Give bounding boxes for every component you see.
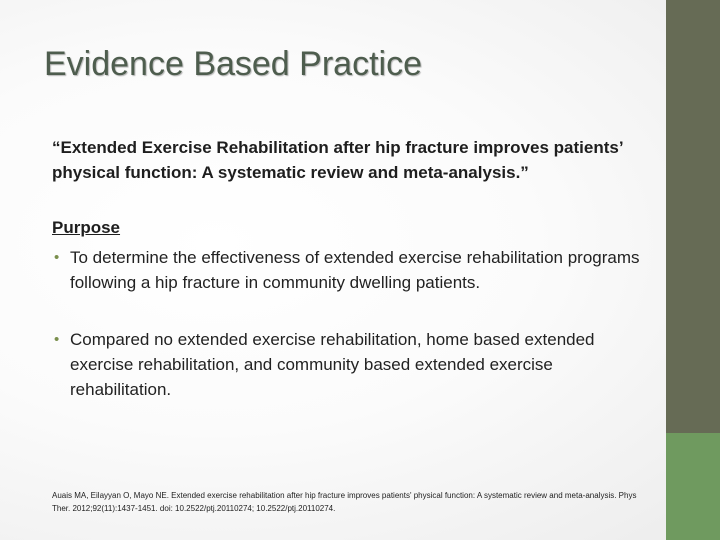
sidebar-accent-block [666,433,720,540]
bullet-item-1 [52,245,642,295]
slide-title: Evidence Based Practice [44,45,422,83]
purpose-heading: Purpose [52,218,121,237]
bullet-text: Compared no extended exercise rehabilitation, home based extended exercise rehabilitation, and community based extended exercise rehabilitation. [70,330,595,399]
article-title: “Extended Exercise Rehabilitation after hip fracture improves patients’ physical function: A systematic review and meta-analysis.” [52,138,623,182]
bullet-dot-icon: • [54,249,60,266]
sidebar-bar [666,0,720,433]
bullet-item-2 [52,327,642,402]
bullet-text: To determine the effectiveness of extended exercise rehabilitation programs following a hip fracture in community dwelling patients. [70,248,640,292]
bullet-dot-icon: • [54,331,60,348]
citation: Auais MA, Eilayyan O, Mayo NE. Extended exercise rehabilitation after hip fracture improves patients' physical function: A systematic review and meta-analysis. Phys Ther. 2012;92(11):1437-1451. doi: 10.2522/ptj.20110274; 10.2522/ptj.20110274. [52,491,637,513]
